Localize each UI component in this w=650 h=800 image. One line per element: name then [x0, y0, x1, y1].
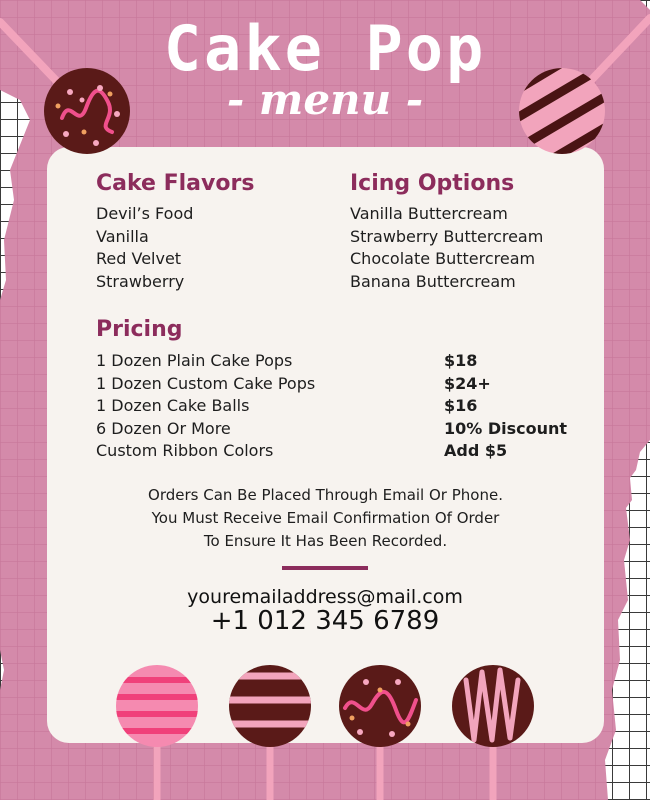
pricing-item: 1 Dozen Plain Cake Pops — [96, 351, 293, 370]
pricing-items — [96, 350, 315, 463]
list-item: Chocolate Buttercream — [350, 249, 536, 268]
cake-flavors-heading: Cake Flavors — [96, 171, 255, 196]
contact-email[interactable]: youremailaddress@mail.com — [187, 586, 463, 608]
list-item: Strawberry — [96, 271, 185, 291]
pricing-heading: Pricing — [96, 317, 183, 342]
pricing-item: 6 Dozen Or More — [96, 418, 231, 438]
pricing-item: 1 Dozen Custom Cake Pops — [96, 373, 316, 393]
list-item: Strawberry Buttercream — [350, 226, 544, 246]
list-item: Vanilla — [96, 226, 149, 246]
price-value: 10% Discount — [444, 418, 568, 438]
menu-subtitle: - menu - — [226, 75, 424, 124]
pricing-item: 1 Dozen Cake Balls — [96, 396, 250, 415]
price-value: $16 — [444, 396, 478, 415]
price-value: $24+ — [444, 373, 491, 393]
icing-options-list — [350, 203, 543, 293]
cake-flavors-list — [96, 203, 193, 293]
list-item: Red Velvet — [96, 249, 182, 268]
divider — [282, 566, 368, 570]
pricing-prices — [444, 350, 567, 463]
price-value: $18 — [444, 351, 478, 370]
price-value: Add $5 — [444, 441, 508, 460]
list-item: Vanilla Buttercream — [350, 204, 508, 223]
pricing-item: Custom Ribbon Colors — [96, 441, 274, 460]
list-item: Devil’s Food — [96, 204, 194, 223]
order-note-line: Orders Can Be Placed Through Email Or Phone. — [148, 486, 503, 504]
menu-title: Cake Pop — [163, 12, 487, 85]
list-item: Banana Buttercream — [350, 271, 516, 291]
order-note — [47, 484, 604, 553]
order-note-line: To Ensure It Has Been Recorded. — [203, 532, 448, 550]
icing-options-heading: Icing Options — [350, 171, 515, 196]
order-note-line: You Must Receive Email Confirmation Of Order — [151, 509, 500, 527]
contact-phone[interactable]: +1 012 345 6789 — [210, 606, 440, 636]
